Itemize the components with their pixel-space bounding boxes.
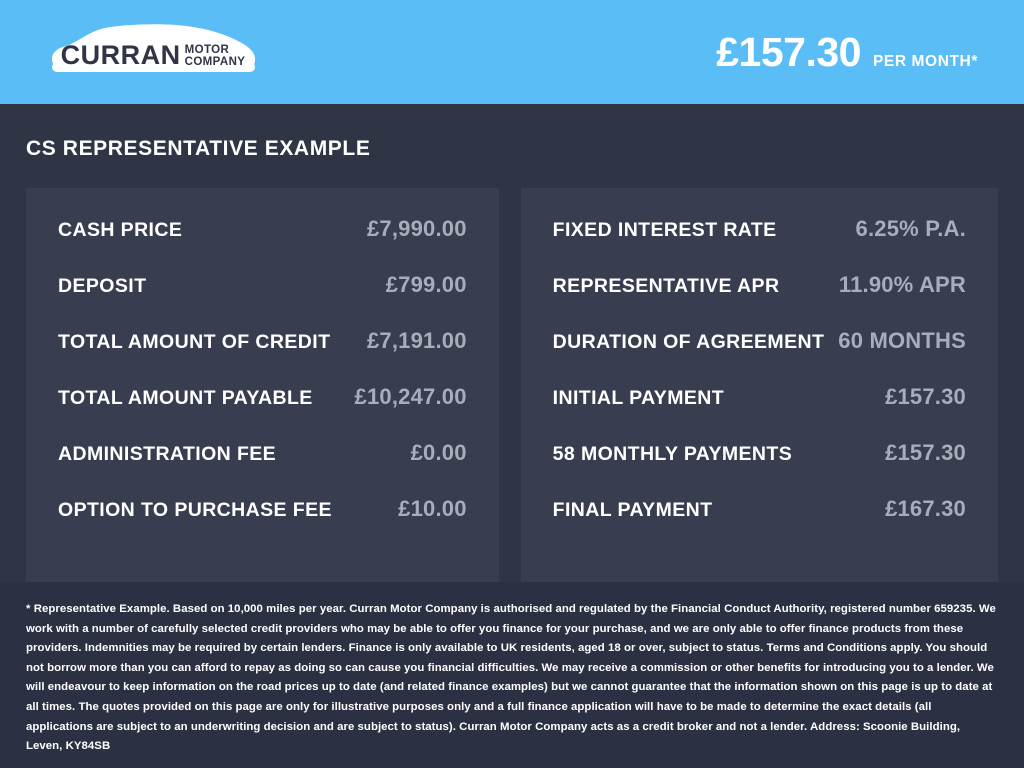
table-row [553, 328, 966, 384]
table-row [58, 496, 467, 552]
row-label: FIXED INTEREST RATE [552, 219, 777, 241]
monthly-price-amount: £157.30 [716, 28, 861, 75]
logo-name-line2: COMPANY [184, 56, 246, 68]
row-value: £0.00 [410, 440, 467, 465]
logo-name-sub [185, 42, 246, 68]
monthly-price-block [716, 29, 990, 76]
row-label: TOTAL AMOUNT PAYABLE [58, 387, 313, 409]
table-row [58, 328, 467, 384]
row-label: CASH PRICE [58, 219, 183, 241]
table-row [58, 272, 467, 328]
row-value: £7,191.00 [366, 328, 467, 353]
row-value: 60 MONTHS [838, 328, 966, 353]
row-value: 6.25% P.A. [855, 216, 966, 241]
row-value: £799.00 [385, 272, 467, 297]
table-row [553, 272, 966, 328]
table-row [58, 440, 467, 496]
finance-details-panels [0, 161, 1024, 582]
row-value: 11.90% APR [838, 272, 966, 297]
table-row [553, 440, 966, 496]
table-row [553, 216, 966, 272]
row-value: £167.30 [885, 496, 966, 521]
row-value: £157.30 [885, 384, 966, 409]
row-value: £10,247.00 [354, 384, 467, 409]
table-row [553, 496, 966, 552]
row-label: OPTION TO PURCHASE FEE [58, 499, 332, 521]
logo-wordmark [61, 40, 246, 71]
disclaimer-text: * Representative Example. Based on 10,000 miles per year. Curran Motor Company is authorised and regulated by the Financial Conduct Authority, registered number 659235. We work with a number of carefully selected credit providers who may be able to offer you finance for your purchase, and we are only able to offer finance products from these providers. Indemnities may be required by certain lenders. Finance is only available to UK residents, aged 18 or over, subject to status. Terms and Conditions apply. You should not borrow more than you can afford to repay as doing so can cause you financial difficulties. We may receive a commission or other benefits for introducing you to a lender. We will endeavour to keep information on the road prices up to date (and related finance examples) but we cannot guarantee that the information shown on this page is up to date at all times. The quotes provided on this page are only for illustrative purposes only and a full finance application will have to be made to determine the exact details (all applications are subject to an underwriting decision and are subject to status). Curran Motor Company acts as a credit broker and not a lender. Address: Scoonie Building, Leven, KY84SB [26, 603, 996, 753]
logo-name-line1: MOTOR [184, 43, 230, 56]
row-value: £7,990.00 [366, 216, 467, 241]
company-logo [46, 21, 260, 83]
row-label: FINAL PAYMENT [552, 499, 713, 521]
title-band [0, 104, 1024, 161]
table-row [58, 216, 467, 272]
monthly-price-period: PER MONTH* [872, 52, 978, 70]
table-row [553, 384, 966, 440]
row-label: REPRESENTATIVE APR [552, 275, 780, 297]
logo-name-main: CURRAN [60, 39, 181, 70]
row-label: TOTAL AMOUNT OF CREDIT [58, 331, 331, 353]
row-label: INITIAL PAYMENT [552, 387, 725, 409]
table-row [58, 384, 467, 440]
row-label: DEPOSIT [58, 275, 147, 297]
left-details-panel [26, 188, 499, 582]
page-header [0, 0, 1024, 104]
row-label: ADMINISTRATION FEE [58, 443, 277, 465]
page-title: CS REPRESENTATIVE EXAMPLE [26, 137, 371, 160]
row-value: £10.00 [398, 496, 467, 521]
row-label: 58 MONTHLY PAYMENTS [552, 443, 793, 465]
right-details-panel [521, 188, 998, 582]
footer-disclaimer-band [0, 582, 1024, 768]
row-label: DURATION OF AGREEMENT [552, 331, 825, 353]
row-value: £157.30 [885, 440, 966, 465]
